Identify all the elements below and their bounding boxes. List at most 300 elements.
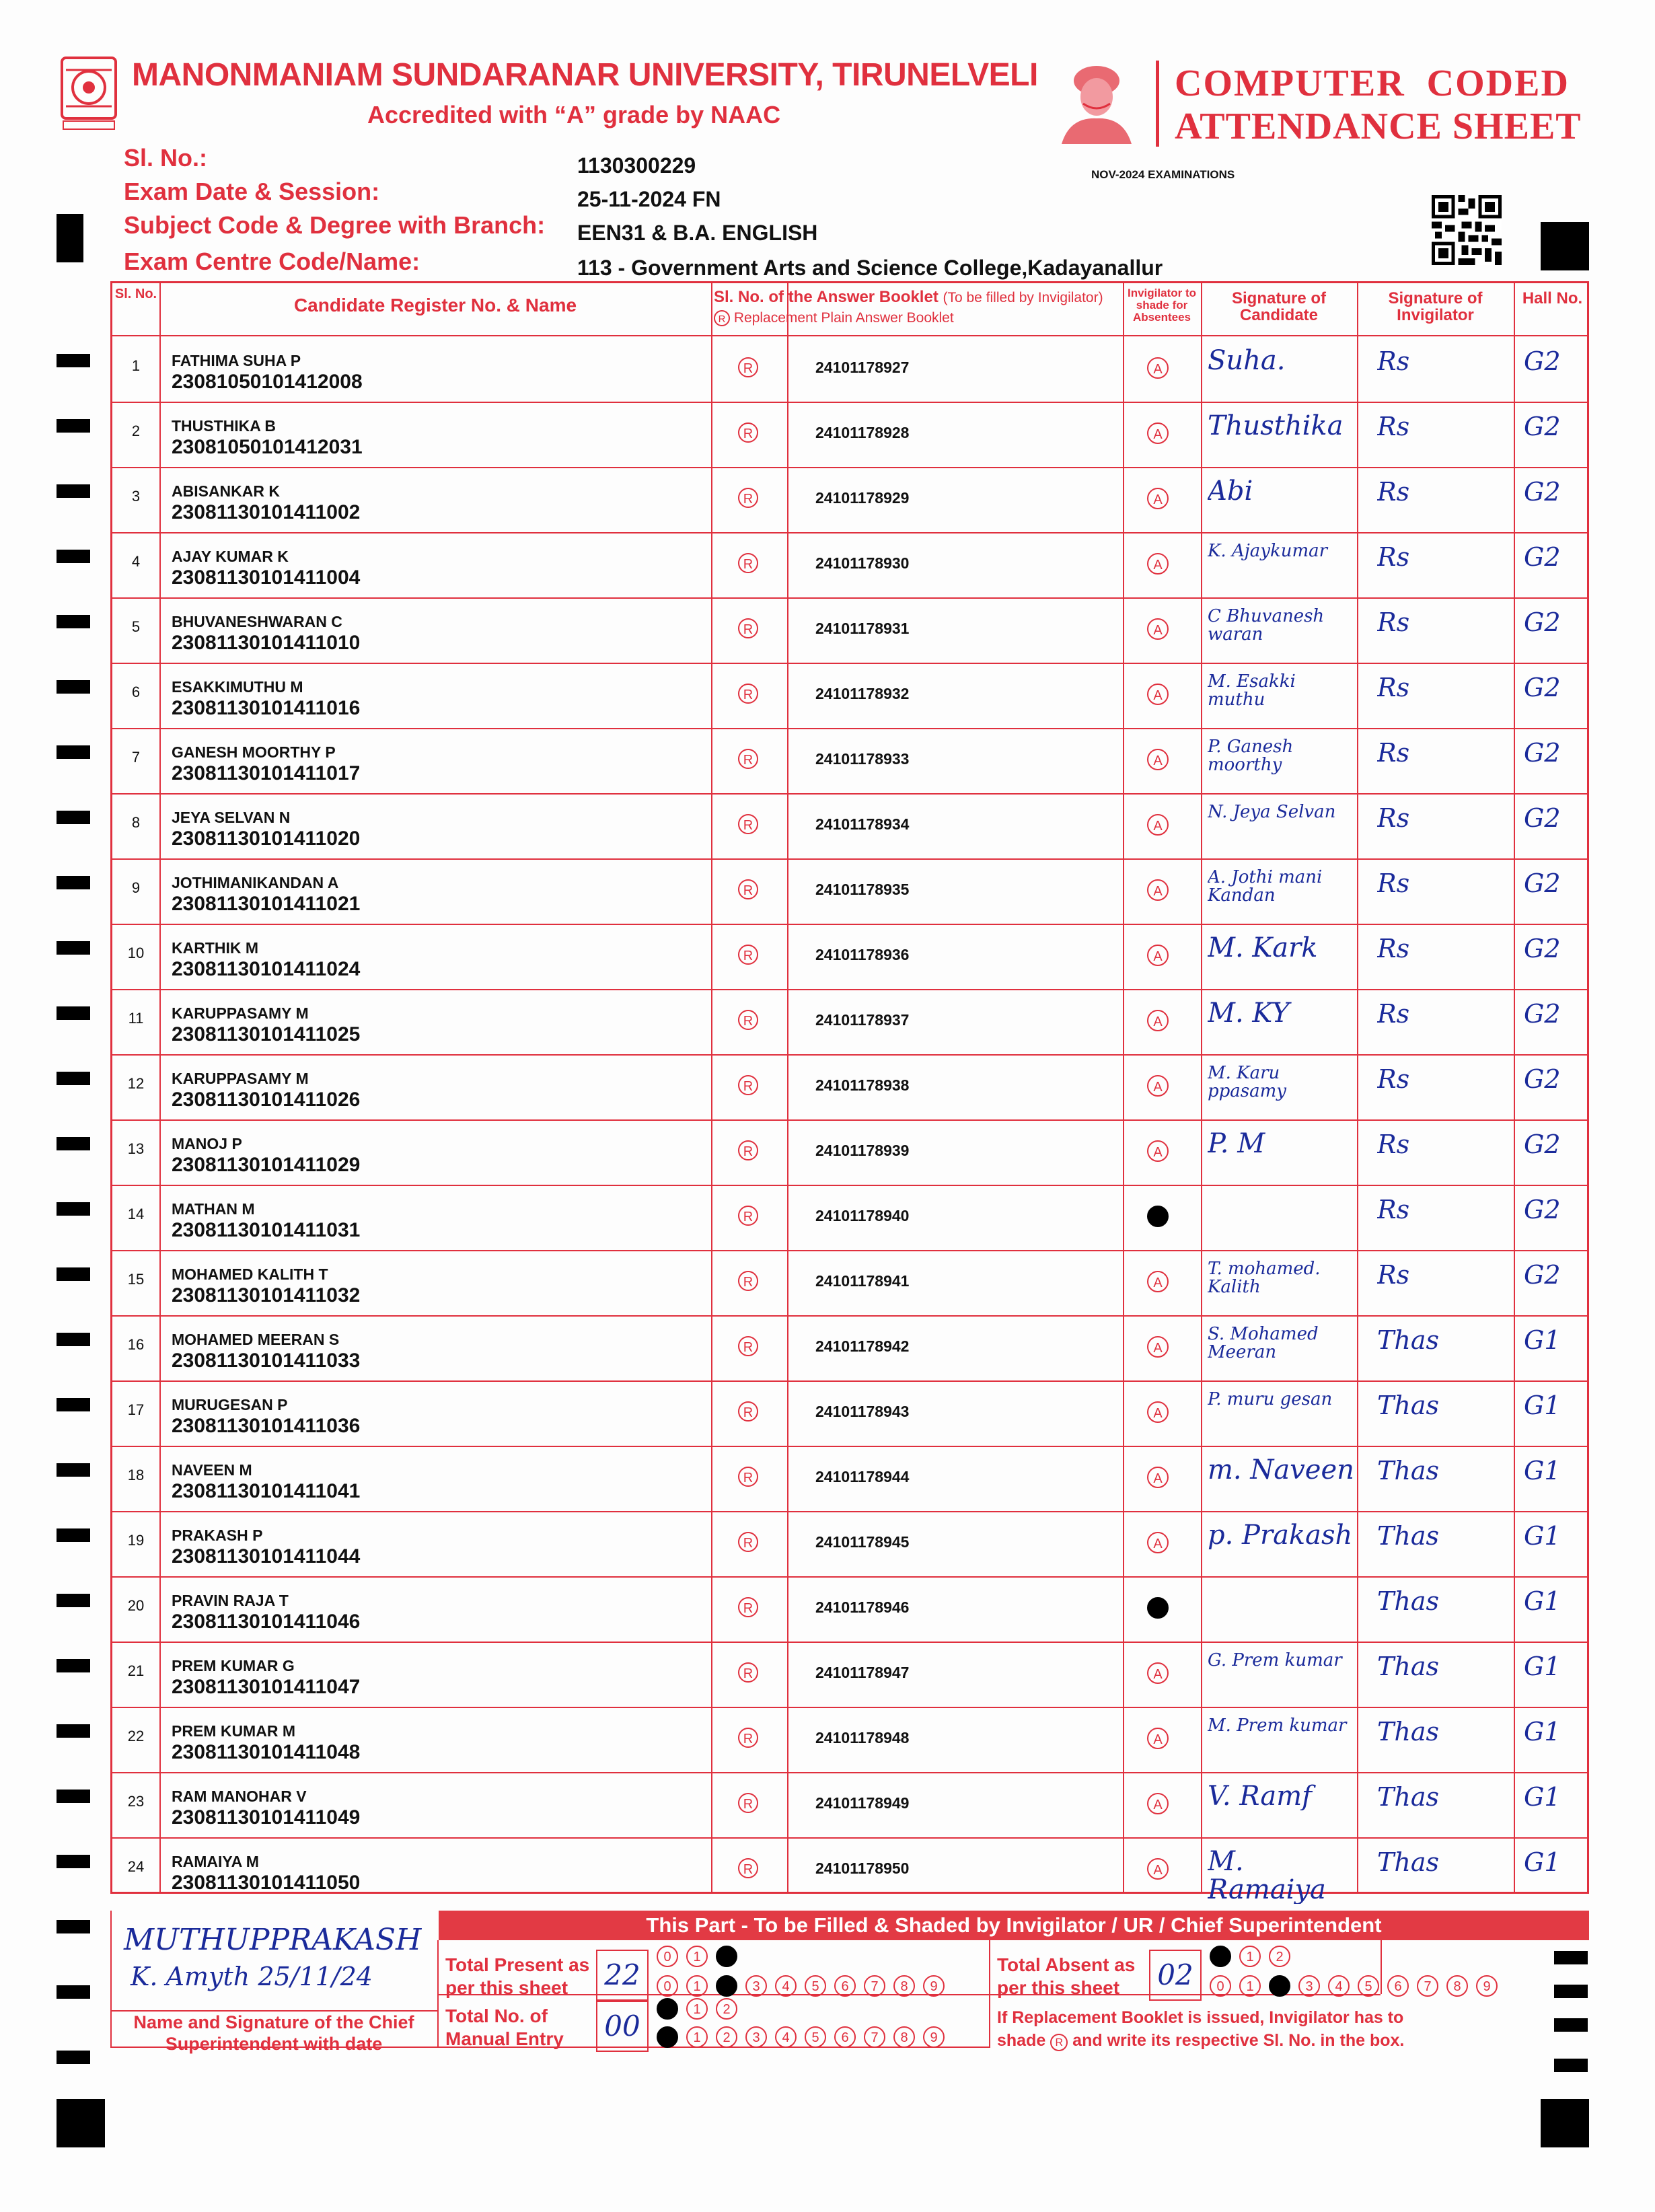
invigilator-signature: Rs bbox=[1377, 934, 1410, 963]
row-sl-no: 23 bbox=[127, 1793, 145, 1810]
replacement-bubble[interactable]: R bbox=[738, 422, 758, 443]
absent-bubble[interactable]: A bbox=[1147, 814, 1169, 836]
table-row bbox=[112, 598, 1587, 663]
register-number: 23081130101411036 bbox=[172, 1415, 361, 1437]
hall-number: G1 bbox=[1524, 1782, 1561, 1812]
register-number: 23081130101411050 bbox=[172, 1872, 361, 1894]
replacement-bubble[interactable]: R bbox=[738, 618, 758, 638]
hall-number: G1 bbox=[1524, 1521, 1561, 1551]
booklet-number: 24101178947 bbox=[815, 1664, 910, 1681]
timing-mark bbox=[57, 1463, 90, 1477]
replacement-bubble[interactable]: R bbox=[738, 1401, 758, 1422]
absent-bubble[interactable]: A bbox=[1147, 1075, 1169, 1097]
booklet-number: 24101178940 bbox=[815, 1207, 910, 1224]
manual-units-bubble-0[interactable]: 0 bbox=[657, 2026, 678, 2048]
table-row bbox=[112, 1185, 1587, 1251]
table-row bbox=[112, 794, 1587, 859]
hall-number: G2 bbox=[1524, 477, 1561, 507]
candidate-signature: P. M bbox=[1208, 1130, 1265, 1158]
replacement-bubble[interactable]: R bbox=[738, 684, 758, 704]
register-number: 23081130101411004 bbox=[172, 566, 361, 589]
timing-mark bbox=[57, 354, 90, 367]
replacement-bubble[interactable]: R bbox=[738, 1597, 758, 1617]
present-units-bubble-7[interactable]: 7 bbox=[864, 1975, 885, 1997]
candidate-name: AJAY KUMAR K bbox=[172, 548, 289, 565]
header-booklet bbox=[711, 289, 1126, 305]
hall-number: G2 bbox=[1524, 542, 1561, 572]
candidate-signature: G. Prem kumar bbox=[1208, 1652, 1342, 1670]
absent-bubble[interactable]: A bbox=[1147, 1858, 1169, 1880]
register-number: 23081130101411041 bbox=[172, 1480, 361, 1502]
register-number: 23081130101411021 bbox=[172, 893, 361, 915]
candidate-signature: Abi bbox=[1208, 477, 1253, 505]
manual-units-bubble-9[interactable]: 9 bbox=[923, 2026, 945, 2048]
candidate-name: KARUPPASAMY M bbox=[172, 1070, 309, 1087]
absent-units-bubble-7[interactable]: 7 bbox=[1417, 1975, 1438, 1997]
row-sl-no: 20 bbox=[127, 1597, 145, 1614]
total-present-label: Total Present as per this sheet bbox=[445, 1954, 590, 1998]
candidate-name: KARUPPASAMY M bbox=[172, 1004, 309, 1022]
timing-mark bbox=[57, 680, 90, 694]
row-sl-no: 6 bbox=[131, 684, 141, 700]
present-units-bubble-0[interactable]: 0 bbox=[657, 1975, 678, 1997]
replacement-bubble[interactable]: R bbox=[738, 357, 758, 377]
timing-mark bbox=[57, 941, 90, 955]
invigilator-signature: Thas bbox=[1377, 1652, 1439, 1681]
table-row bbox=[112, 1055, 1587, 1120]
invigilator-signature: Rs bbox=[1377, 803, 1410, 833]
invigilator-signature: Thas bbox=[1377, 1521, 1439, 1551]
candidate-signature: M. Ramaiya bbox=[1208, 1847, 1326, 1904]
replacement-bubble[interactable]: R bbox=[738, 1336, 758, 1356]
manual-entry-box: 00 bbox=[596, 2001, 649, 2052]
register-number: 23081050101412008 bbox=[172, 371, 363, 393]
absent-tens-bubble-2[interactable]: 2 bbox=[1269, 1946, 1290, 1967]
candidate-signature: V. Ramf bbox=[1208, 1782, 1312, 1810]
present-units-bubble-3[interactable]: 3 bbox=[745, 1975, 767, 1997]
booklet-number: 24101178943 bbox=[815, 1403, 910, 1420]
hall-number: G2 bbox=[1524, 869, 1561, 898]
present-units-bubble-4[interactable]: 4 bbox=[775, 1975, 797, 1997]
absent-bubble[interactable]: A bbox=[1147, 749, 1169, 770]
timing-mark bbox=[57, 550, 90, 563]
replacement-bubble[interactable]: R bbox=[738, 1532, 758, 1552]
candidate-signature: Thusthika bbox=[1208, 412, 1344, 440]
absent-bubble[interactable]: A bbox=[1147, 1728, 1169, 1749]
table-row bbox=[112, 1707, 1587, 1773]
replacement-bubble[interactable]: R bbox=[738, 1467, 758, 1487]
absent-bubble[interactable]: A bbox=[1147, 945, 1169, 966]
absent-units-bubble-1[interactable]: 1 bbox=[1239, 1975, 1261, 1997]
candidate-name: PRAKASH P bbox=[172, 1526, 263, 1544]
register-number: 23081130101411033 bbox=[172, 1350, 361, 1372]
invigilator-signature: Rs bbox=[1377, 477, 1410, 507]
candidate-signature: M. Prem kumar bbox=[1208, 1717, 1347, 1736]
candidate-name: NAVEEN M bbox=[172, 1461, 252, 1479]
sheet-title-line1: COMPUTER CODED bbox=[1175, 63, 1570, 104]
present-tens-bubble-2[interactable]: 2 bbox=[716, 1946, 737, 1967]
timing-mark-top-right bbox=[1541, 222, 1589, 270]
absent-units-bubble-4[interactable]: 4 bbox=[1328, 1975, 1350, 1997]
invigilator-signature: Rs bbox=[1377, 738, 1410, 768]
candidate-signature: T. mohamed. Kalith bbox=[1208, 1260, 1321, 1297]
manual-units-bubble-2[interactable]: 2 bbox=[716, 2026, 737, 2048]
row-sl-no: 7 bbox=[131, 749, 141, 766]
absent-units-bubble-8[interactable]: 8 bbox=[1446, 1975, 1468, 1997]
sl-no-value: 1130300229 bbox=[577, 153, 696, 178]
manual-tens-bubble-0[interactable]: 0 bbox=[657, 1998, 678, 2020]
absent-bubble[interactable]: A bbox=[1147, 1597, 1169, 1619]
row-sl-no: 8 bbox=[131, 814, 141, 831]
timing-mark bbox=[57, 1528, 90, 1542]
absent-bubble[interactable]: A bbox=[1147, 553, 1169, 575]
header-sig-invigilator: Signature of Invigilator bbox=[1388, 289, 1483, 325]
present-units-bubble-2[interactable]: 2 bbox=[716, 1975, 737, 1997]
absent-bubble[interactable]: A bbox=[1147, 879, 1169, 901]
replacement-bubble[interactable]: R bbox=[738, 1793, 758, 1813]
exam-date-value: 25-11-2024 FN bbox=[577, 187, 721, 211]
header-booklet-note: (To be filled by Invigilator) bbox=[943, 290, 1103, 305]
register-number: 23081130101411026 bbox=[172, 1089, 361, 1111]
hall-number: G1 bbox=[1524, 1717, 1561, 1746]
row-sl-no: 2 bbox=[131, 422, 141, 439]
register-number: 23081130101411025 bbox=[172, 1023, 361, 1045]
hall-number: G2 bbox=[1524, 1195, 1561, 1224]
candidate-signature: C Bhuvanesh waran bbox=[1208, 607, 1325, 644]
replacement-bubble[interactable]: R bbox=[738, 1271, 758, 1291]
absent-bubble[interactable]: A bbox=[1147, 422, 1169, 444]
row-sl-no: 18 bbox=[127, 1467, 145, 1483]
absent-bubble[interactable]: A bbox=[1147, 357, 1169, 379]
register-number: 23081130101411020 bbox=[172, 827, 361, 850]
booklet-number: 24101178942 bbox=[815, 1337, 910, 1355]
table-row bbox=[112, 924, 1587, 990]
candidate-signature: A. Jothi mani Kandan bbox=[1208, 869, 1323, 906]
candidate-name: THUSTHIKA B bbox=[172, 417, 277, 435]
replacement-bubble[interactable]: R bbox=[738, 814, 758, 834]
table-row bbox=[112, 1381, 1587, 1446]
invigilator-signature: Rs bbox=[1377, 1195, 1410, 1224]
candidate-signature: m. Naveen bbox=[1208, 1456, 1354, 1484]
absent-units-bubble-6[interactable]: 6 bbox=[1387, 1975, 1409, 1997]
booklet-number: 24101178950 bbox=[815, 1859, 910, 1877]
row-sl-no: 10 bbox=[127, 945, 145, 961]
candidate-name: JEYA SELVAN N bbox=[172, 809, 291, 826]
replacement-bubble[interactable]: R bbox=[738, 749, 758, 769]
timing-mark bbox=[57, 1594, 90, 1607]
booklet-number: 24101178939 bbox=[815, 1142, 910, 1159]
sheet-title-line2: ATTENDANCE SHEET bbox=[1175, 106, 1582, 147]
candidate-name: MOHAMED MEERAN S bbox=[172, 1331, 340, 1348]
invigilator-signature: Thas bbox=[1377, 1847, 1439, 1877]
booklet-number: 24101178927 bbox=[815, 359, 910, 376]
absent-bubble[interactable]: A bbox=[1147, 1662, 1169, 1684]
booklet-number: 24101178945 bbox=[815, 1533, 910, 1551]
hall-number: G2 bbox=[1524, 412, 1561, 441]
row-sl-no: 14 bbox=[127, 1206, 145, 1222]
hall-number: G2 bbox=[1524, 1130, 1561, 1159]
table-row bbox=[112, 859, 1587, 924]
candidate-name: RAMAIYA M bbox=[172, 1853, 259, 1870]
university-name: MANONMANIAM SUNDARANAR UNIVERSITY, TIRUNELVELI bbox=[132, 57, 1038, 93]
table-row bbox=[112, 990, 1587, 1055]
manual-tens-bubble-1[interactable]: 1 bbox=[686, 1998, 708, 2020]
candidate-name: RAM MANOHAR V bbox=[172, 1787, 307, 1805]
hall-number: G1 bbox=[1524, 1847, 1561, 1877]
register-number: 23081130101411032 bbox=[172, 1284, 361, 1306]
invigilator-signature: Rs bbox=[1377, 1064, 1410, 1094]
row-sl-no: 11 bbox=[128, 1010, 144, 1027]
booklet-number: 24101178935 bbox=[815, 881, 910, 898]
timing-mark bbox=[57, 876, 90, 889]
table-row bbox=[112, 533, 1587, 598]
hall-number: G1 bbox=[1524, 1325, 1561, 1355]
replacement-bubble[interactable]: R bbox=[738, 1075, 758, 1095]
timing-mark bbox=[57, 1790, 90, 1803]
timing-mark bbox=[57, 1267, 90, 1281]
header-divider bbox=[1156, 61, 1159, 147]
booklet-number: 24101178936 bbox=[815, 946, 910, 963]
replacement-bubble[interactable]: R bbox=[738, 1858, 758, 1878]
table-row bbox=[112, 402, 1587, 468]
candidate-name: BHUVANESHWARAN C bbox=[172, 613, 342, 630]
invigilator-signature: Rs bbox=[1377, 999, 1410, 1029]
timing-mark bbox=[57, 615, 90, 628]
hall-number: G2 bbox=[1524, 1260, 1561, 1290]
candidate-signature: M. Karu ppasamy bbox=[1208, 1064, 1286, 1101]
booklet-number: 24101178937 bbox=[815, 1011, 910, 1029]
register-number: 23081130101411048 bbox=[172, 1741, 361, 1763]
absent-units-bubble-9[interactable]: 9 bbox=[1476, 1975, 1498, 1997]
candidate-signature: p. Prakash bbox=[1208, 1521, 1353, 1549]
absent-units-bubble-3[interactable]: 3 bbox=[1298, 1975, 1320, 1997]
booklet-number: 24101178928 bbox=[815, 424, 910, 441]
candidate-name: MURUGESAN P bbox=[172, 1396, 288, 1413]
timing-mark bbox=[57, 1006, 90, 1020]
founder-portrait-icon bbox=[1056, 57, 1137, 144]
table-row bbox=[112, 337, 1587, 402]
register-number: 23081050101412031 bbox=[172, 436, 363, 458]
replacement-r-icon: R bbox=[1050, 2034, 1068, 2051]
manual-units-bubble-8[interactable]: 8 bbox=[893, 2026, 915, 2048]
table-row bbox=[112, 1251, 1587, 1316]
present-tens-bubble-0[interactable]: 0 bbox=[657, 1946, 678, 1967]
hall-number: G2 bbox=[1524, 803, 1561, 833]
register-number: 23081130101411010 bbox=[172, 632, 361, 654]
booklet-number: 24101178949 bbox=[815, 1794, 910, 1812]
absent-bubble[interactable]: A bbox=[1147, 618, 1169, 640]
booklet-number: 24101178931 bbox=[815, 620, 910, 637]
subject-label: Subject Code & Degree with Branch: bbox=[124, 211, 546, 239]
header-candidate: Candidate Register No. & Name bbox=[293, 295, 577, 316]
total-absent-box: 02 bbox=[1149, 1950, 1202, 2001]
header-hall-no: Hall No. bbox=[1522, 289, 1583, 307]
timing-mark bbox=[57, 811, 90, 824]
table-row bbox=[112, 1642, 1587, 1707]
absent-tens-bubble-0[interactable]: 0 bbox=[1210, 1946, 1231, 1967]
absent-bubble[interactable]: A bbox=[1147, 684, 1169, 705]
table-row bbox=[112, 468, 1587, 533]
absent-bubble[interactable]: A bbox=[1147, 1793, 1169, 1814]
register-number: 23081130101411047 bbox=[172, 1676, 361, 1698]
replacement-note-line1: If Replacement Booklet is issued, Invigilator has to bbox=[997, 2008, 1404, 2027]
table-row bbox=[112, 1773, 1587, 1838]
exam-date-label: Exam Date & Session: bbox=[124, 178, 380, 205]
row-sl-no: 15 bbox=[127, 1271, 145, 1288]
manual-units-bubble-7[interactable]: 7 bbox=[864, 2026, 885, 2048]
hall-number: G1 bbox=[1524, 1586, 1561, 1616]
table-row bbox=[112, 1316, 1587, 1381]
candidate-name: FATHIMA SUHA P bbox=[172, 352, 301, 369]
register-number: 23081130101411029 bbox=[172, 1154, 361, 1176]
manual-units-bubble-4[interactable]: 4 bbox=[775, 2026, 797, 2048]
present-units-bubble-9[interactable]: 9 bbox=[923, 1975, 945, 1997]
absent-bubble[interactable]: A bbox=[1147, 1532, 1169, 1553]
candidate-name: ESAKKIMUTHU M bbox=[172, 678, 303, 696]
candidate-name: GANESH MOORTHY P bbox=[172, 743, 336, 761]
replacement-bubble[interactable]: R bbox=[738, 553, 758, 573]
replacement-bubble[interactable]: R bbox=[738, 1662, 758, 1683]
table-row bbox=[112, 1577, 1587, 1642]
booklet-number: 24101178933 bbox=[815, 750, 910, 768]
hall-number: G2 bbox=[1524, 673, 1561, 702]
absent-bubble[interactable]: A bbox=[1147, 1206, 1169, 1227]
replacement-bubble[interactable]: R bbox=[738, 1728, 758, 1748]
replacement-note-shade: shade bbox=[997, 2031, 1046, 2050]
timing-mark bbox=[57, 419, 90, 433]
table-row bbox=[112, 663, 1587, 729]
candidate-name: PREM KUMAR M bbox=[172, 1722, 295, 1740]
manual-units-bubble-5[interactable]: 5 bbox=[805, 2026, 826, 2048]
booklet-number: 24101178934 bbox=[815, 815, 910, 833]
absent-units-bubble-2[interactable]: 2 bbox=[1269, 1975, 1290, 1997]
footer-band-title: This Part - To be Filled & Shaded by Invigilator / UR / Chief Superintendent bbox=[439, 1911, 1589, 1940]
absent-bubble[interactable]: A bbox=[1147, 1467, 1169, 1488]
register-number: 23081130101411049 bbox=[172, 1806, 361, 1829]
hall-number: G1 bbox=[1524, 1391, 1561, 1420]
timing-mark bbox=[57, 484, 90, 498]
header-replacement-text: Replacement Plain Answer Booklet bbox=[733, 310, 954, 326]
invigilator-signature: Rs bbox=[1377, 673, 1410, 702]
candidate-signature: S. Mohamed Meeran bbox=[1208, 1325, 1319, 1362]
absent-bubble[interactable]: A bbox=[1147, 1010, 1169, 1031]
present-units-bubble-8[interactable]: 8 bbox=[893, 1975, 915, 1997]
row-sl-no: 5 bbox=[131, 618, 141, 635]
register-number: 23081130101411002 bbox=[172, 501, 361, 523]
absent-bubble[interactable]: A bbox=[1147, 1336, 1169, 1358]
qr-code-icon bbox=[1432, 195, 1502, 265]
candidate-name: PREM KUMAR G bbox=[172, 1657, 295, 1674]
replacement-bubble[interactable]: R bbox=[738, 879, 758, 899]
replacement-note-rest: and write its respective Sl. No. in the box. bbox=[1072, 2031, 1405, 2050]
timing-mark bbox=[57, 1202, 90, 1216]
candidate-signature: M. Esakki muthu bbox=[1208, 673, 1296, 710]
replacement-bubble[interactable]: R bbox=[738, 1010, 758, 1030]
booklet-number: 24101178929 bbox=[815, 489, 910, 507]
chief-name-handwritten: MUTHUPPRAKASH bbox=[124, 1923, 422, 1957]
row-sl-no: 13 bbox=[127, 1140, 145, 1157]
timing-mark bbox=[57, 1985, 90, 1999]
row-sl-no: 9 bbox=[131, 879, 141, 896]
booklet-number: 24101178932 bbox=[815, 685, 910, 702]
timing-mark bbox=[57, 1398, 90, 1411]
absent-bubble[interactable]: A bbox=[1147, 1140, 1169, 1162]
absent-bubble[interactable]: A bbox=[1147, 1271, 1169, 1292]
invigilator-signature: Rs bbox=[1377, 607, 1410, 637]
candidate-signature: P. muru gesan bbox=[1208, 1391, 1333, 1409]
replacement-note-line2 bbox=[997, 2030, 1404, 2051]
subject-value: EEN31 & B.A. ENGLISH bbox=[577, 221, 818, 245]
table-row bbox=[112, 1446, 1587, 1512]
manual-units-bubble-1[interactable]: 1 bbox=[686, 2026, 708, 2048]
invigilator-signature: Rs bbox=[1377, 412, 1410, 441]
invigilator-signature: Thas bbox=[1377, 1456, 1439, 1485]
timing-mark bbox=[57, 2051, 90, 2064]
register-number: 23081130101411046 bbox=[172, 1611, 361, 1633]
row-sl-no: 17 bbox=[127, 1401, 145, 1418]
absent-tens-bubble-1[interactable]: 1 bbox=[1239, 1946, 1261, 1967]
footer-section bbox=[110, 1911, 1589, 2086]
table-row bbox=[112, 1512, 1587, 1577]
manual-tens-bubble-2[interactable]: 2 bbox=[716, 1998, 737, 2020]
replacement-bubble[interactable]: R bbox=[738, 488, 758, 508]
candidate-name: JOTHIMANIKANDAN A bbox=[172, 874, 339, 891]
header-sl-no: Sl. No. bbox=[114, 287, 157, 301]
booklet-number: 24101178941 bbox=[815, 1272, 910, 1290]
booklet-number: 24101178944 bbox=[815, 1468, 910, 1485]
timing-mark bbox=[57, 1137, 90, 1150]
timing-mark bbox=[57, 1072, 90, 1085]
replacement-bubble[interactable]: R bbox=[738, 1140, 758, 1160]
replacement-bubble[interactable]: R bbox=[738, 1206, 758, 1226]
manual-units-bubble-6[interactable]: 6 bbox=[834, 2026, 856, 2048]
present-tens-bubble-1[interactable]: 1 bbox=[686, 1946, 708, 1967]
timing-mark bbox=[57, 1855, 90, 1868]
hall-number: G2 bbox=[1524, 934, 1561, 963]
candidate-signature: M. KY bbox=[1208, 999, 1290, 1027]
invigilator-signature: Thas bbox=[1377, 1391, 1439, 1420]
row-sl-no: 22 bbox=[127, 1728, 145, 1744]
row-sl-no: 24 bbox=[127, 1858, 145, 1875]
absent-bubble[interactable]: A bbox=[1147, 488, 1169, 509]
absent-units-bubble-0[interactable]: 0 bbox=[1210, 1975, 1231, 1997]
row-sl-no: 19 bbox=[127, 1532, 145, 1549]
present-units-bubble-6[interactable]: 6 bbox=[834, 1975, 856, 1997]
invigilator-signature: Rs bbox=[1377, 1260, 1410, 1290]
absent-bubble[interactable]: A bbox=[1147, 1401, 1169, 1423]
candidate-name: MATHAN M bbox=[172, 1200, 255, 1218]
absent-units-bubble-5[interactable]: 5 bbox=[1358, 1975, 1379, 1997]
row-sl-no: 4 bbox=[131, 553, 141, 570]
register-number: 23081130101411024 bbox=[172, 958, 361, 980]
invigilator-signature: Thas bbox=[1377, 1717, 1439, 1746]
candidate-name: ABISANKAR K bbox=[172, 482, 280, 500]
timing-mark bbox=[57, 745, 90, 759]
booklet-number: 24101178948 bbox=[815, 1729, 910, 1746]
present-units-bubble-1[interactable]: 1 bbox=[686, 1975, 708, 1997]
chief-label: Name and Signature of the Chief Superintendent with date bbox=[133, 2012, 414, 2055]
replacement-bubble[interactable]: R bbox=[738, 945, 758, 965]
header-absent-shade: Invigilator to shade for Absentees bbox=[1128, 287, 1196, 324]
timing-mark bbox=[57, 1659, 90, 1672]
manual-units-bubble-3[interactable]: 3 bbox=[745, 2026, 767, 2048]
table-row bbox=[112, 1120, 1587, 1185]
invigilator-signature: Rs bbox=[1377, 542, 1410, 572]
present-units-bubble-5[interactable]: 5 bbox=[805, 1975, 826, 1997]
candidate-signature: P. Ganesh moorthy bbox=[1208, 738, 1294, 775]
hall-number: G2 bbox=[1524, 738, 1561, 768]
table-row bbox=[112, 1838, 1587, 1903]
